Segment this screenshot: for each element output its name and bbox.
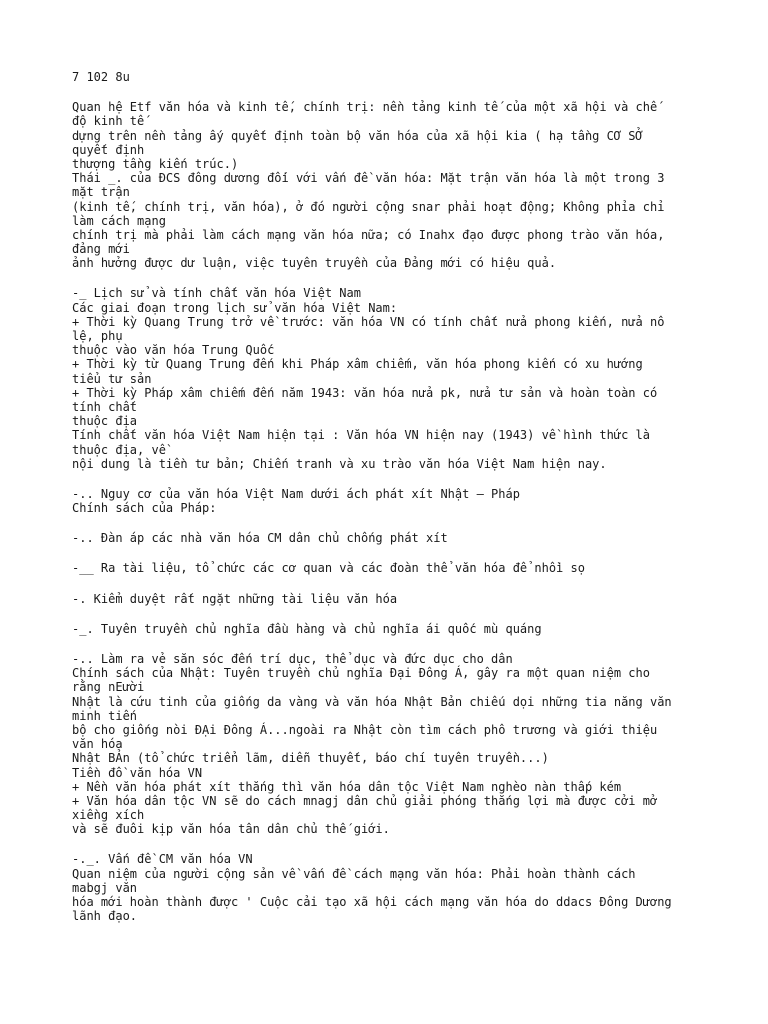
paragraph-spacer <box>72 545 762 561</box>
text-line: văn hóa <box>72 737 123 752</box>
paragraph-spacer <box>72 576 762 592</box>
paragraph-spacer <box>72 606 762 622</box>
text-line: Quan niệm của người cộng sản về vấn đề cách mạng văn hóa: Phải hoàn thành cách <box>72 866 636 881</box>
text-line: (kinh tế, chính trị, văn hóa), ở đó người cộng snar phải hoạt động; Không phỉa chỉ <box>72 199 665 214</box>
text-line: Tính chất văn hóa Việt Nam hiện tại : Văn hóa VN hiện nay (1943) về hình thức là <box>72 428 650 443</box>
text-line: -_ Lịch sử và tính chất văn hóa Việt Nam <box>72 286 361 301</box>
text-line: lệ, phụ <box>72 329 123 343</box>
text-line: dựng trên nền tảng ấy quyết định toàn bộ văn hóa của xã hội kia ( hạ tầng CƠ SỞ <box>72 128 643 143</box>
paragraph-2 <box>72 487 762 515</box>
text-line: thuộc vào văn hóa Trung Quốc <box>72 343 275 358</box>
paragraph-spacer <box>72 636 762 652</box>
text-line: -.. Nguy cơ của văn hóa Việt Nam dưới ách phát xít Nhật — Pháp <box>72 486 520 501</box>
text-line: lãnh đạo. <box>72 909 138 924</box>
text-line: hóa mới hoàn thành được ' Cuộc cải tạo xã hội cách mạng văn hóa do ddacs Đông Dương <box>72 895 672 909</box>
text-line: rằng nEười <box>72 680 145 695</box>
text-line: Chính sách của Nhật: Tuyên truyền chủ nghĩa Đại Đông Á, gây ra một quan niệm cho <box>72 666 650 681</box>
text-line: + Nền văn hóa phát xít thắng thì văn hóa dân tộc Việt Nam nghèo nàn thấp kém <box>72 779 622 794</box>
paragraph-spacer <box>72 836 762 852</box>
text-line: Chính sách của Pháp: <box>72 501 217 516</box>
paragraph-3 <box>72 531 762 545</box>
text-line: -. Kiểm duyệt rất ngặt những tài liệu văn hóa <box>72 591 398 606</box>
text-line: Quan hệ Etf văn hóa và kinh tế, chính trị: nền tảng kinh tế của một xã hội và chế <box>72 100 658 115</box>
text-line: ảnh hưởng được dư luận, việc tuyên truyền của Đảng mới có hiệu quả. <box>72 256 557 271</box>
paragraph-4 <box>72 561 762 575</box>
paragraph-spacer <box>72 84 762 100</box>
text-line: + Thời kỳ Quang Trung trở về trước: văn hóa VN có tính chất nửa phong kiến, nửa nô <box>72 314 665 329</box>
text-line: tính chất <box>72 399 138 414</box>
text-line: độ kinh tế <box>72 114 145 129</box>
document-header: 7 102 8u <box>72 70 130 84</box>
text-line: -.. Làm ra vẻ săn sóc đến trí dục, thể dục và đức dục cho dân <box>72 652 513 666</box>
paragraph-6 <box>72 622 762 636</box>
text-line: bộ cho giống nòi ĐẠi Đông Á...ngoài ra Nhật còn tìm cách phô trương và giới thiệu <box>72 722 658 737</box>
text-line: Thái _. của ĐCS đông dương đối với vấn đề văn hóa: Mặt trận văn hóa là một trong 3 <box>72 171 665 186</box>
paragraph-7 <box>72 652 762 836</box>
text-line: + Thời kỳ từ Quang Trung đến khi Pháp xâm chiếm, văn hóa phong kiến có xu hướng <box>72 357 643 372</box>
text-line: mặt trận <box>72 185 130 200</box>
paragraph-1 <box>72 286 762 470</box>
paragraph-spacer <box>72 270 762 286</box>
text-line: -.. Đàn áp các nhà văn hóa CM dân chủ chống phát xít <box>72 531 448 546</box>
text-line: Các giai đoạn trong lịch sử văn hóa Việt Nam: <box>72 300 398 315</box>
text-line: mabgj văn <box>72 880 138 895</box>
text-line: nội dung là tiền tư bản; Chiến tranh và xu trào văn hóa Việt Nam hiện nay. <box>72 456 607 471</box>
text-line: xiềng xích <box>72 808 145 823</box>
paragraph-0 <box>72 100 762 270</box>
text-line: Nhật BẢn (tổ chức triển lãm, diễn thuyết, báo chí tuyên truyền...) <box>72 751 549 766</box>
text-line: làm cách mạng <box>72 213 166 228</box>
text-line: đảng mới <box>72 242 130 257</box>
document-body <box>72 84 762 923</box>
text-line: thuộc địa <box>72 414 138 429</box>
paragraph-spacer <box>72 515 762 531</box>
text-line: -._. Vấn đề CM văn hóa VN <box>72 852 253 867</box>
document-page <box>72 70 762 923</box>
paragraph-5 <box>72 592 762 606</box>
paragraph-spacer <box>72 471 762 487</box>
text-line: minh tiến <box>72 708 138 723</box>
text-line: tiểu tư sản <box>72 371 152 386</box>
text-line: và sẽ đuôi kịp văn hóa tân dân chủ thế giới. <box>72 822 390 837</box>
text-line: + Thời kỳ Pháp xâm chiếm đến năm 1943: văn hóa nửa pk, nửa tư sản và hoàn toàn có <box>72 385 658 400</box>
text-line: Tiền đồ văn hóa VN <box>72 765 203 780</box>
text-line: -_. Tuyên truyền chủ nghĩa đầu hàng và chủ nghĩa ái quốc mù quáng <box>72 621 542 636</box>
text-line: Nhật là cứu tinh của giống da vàng và văn hóa Nhật Bản chiếu dọi những tia năng văn <box>72 694 672 709</box>
paragraph-8 <box>72 852 762 923</box>
text-line: chính trị mà phải làm cách mạng văn hóa nữa; có Inahx đạo được phong trào văn hóa, <box>72 227 665 242</box>
text-line: thuộc địa, về <box>72 442 166 457</box>
text-line: quyết định <box>72 142 145 157</box>
text-line: thượng tầng kiến trúc.) <box>72 156 239 171</box>
text-line: + Văn hóa dân tộc VN sẽ do cách mnagj dân chủ giải phóng thắng lợi mà được cởi mở <box>72 793 658 808</box>
text-line: -__ Ra tài liệu, tổ chức các cơ quan và các đoàn thể văn hóa để nhồi sọ <box>72 561 585 576</box>
